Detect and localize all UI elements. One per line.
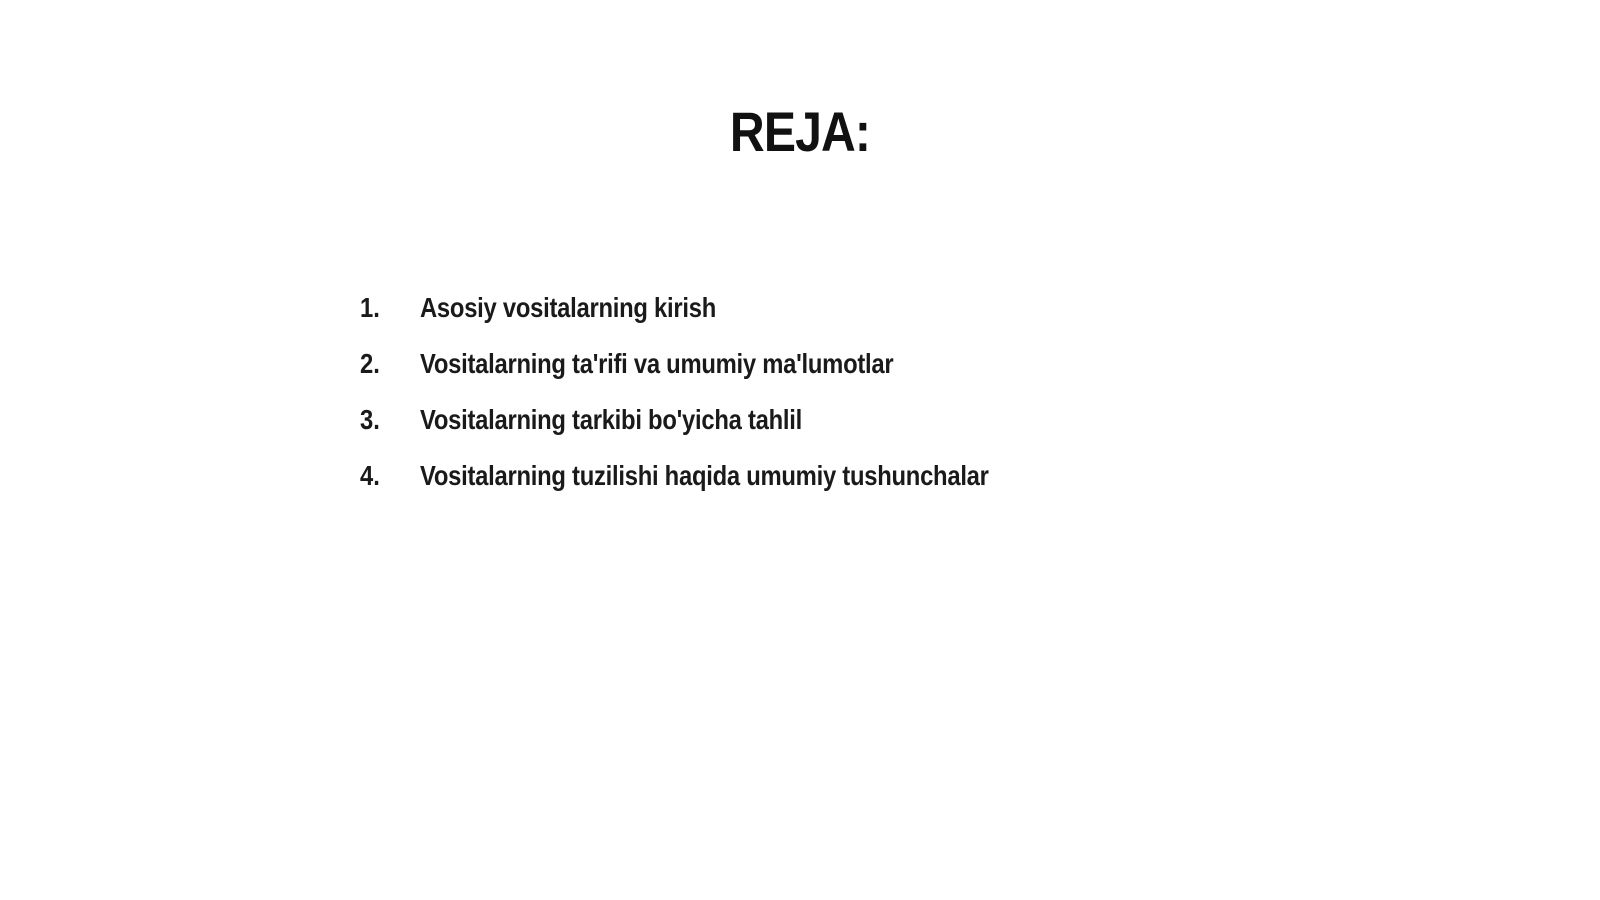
list-item: [360, 346, 1089, 402]
list-item-number: 4.: [360, 460, 380, 491]
list-item-number: 3.: [360, 404, 380, 435]
list-item-text: Vositalarning ta'rifi va umumiy ma'lumotlar: [420, 348, 894, 379]
list-item-text: Asosiy vositalarning kirish: [420, 292, 717, 323]
list-item-number: 1.: [360, 292, 380, 323]
list-item: [360, 402, 1089, 458]
list-item: [360, 458, 1089, 514]
list-item-text: Vositalarning tarkibi bo'yicha tahlil: [420, 404, 802, 435]
slide-title: REJA:: [729, 100, 871, 163]
list-item: [360, 290, 1089, 346]
list-item-text: Vositalarning tuzilishi haqida umumiy tushunchalar: [420, 460, 989, 491]
list-item-number: 2.: [360, 348, 380, 379]
plan-list: [360, 290, 1089, 514]
